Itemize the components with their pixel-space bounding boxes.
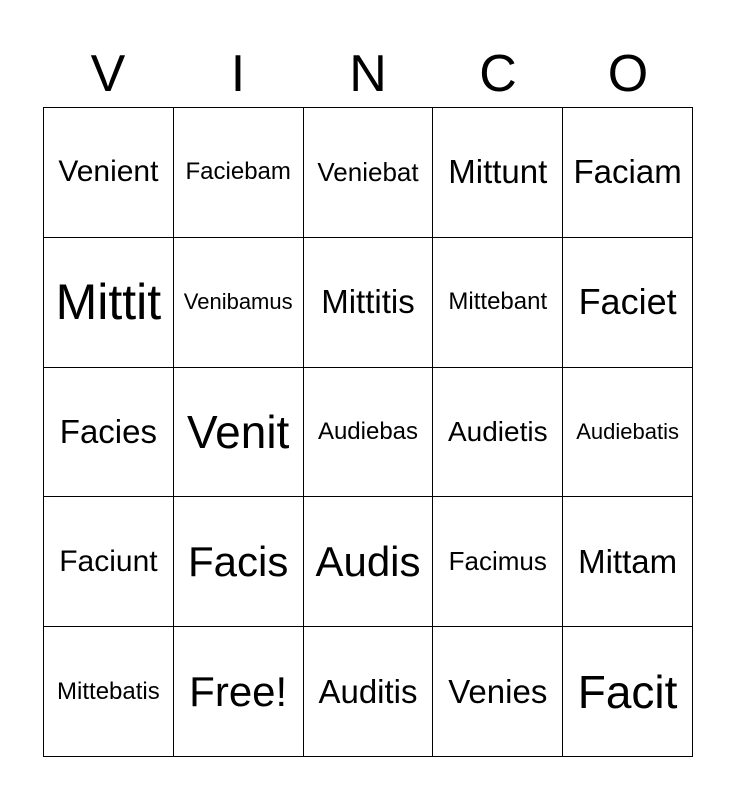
bingo-cell[interactable]: Faciunt xyxy=(44,497,174,627)
bingo-cell[interactable]: Facies xyxy=(44,368,174,498)
bingo-cell[interactable]: Audietis xyxy=(433,368,563,498)
bingo-cell[interactable]: Venit xyxy=(174,368,304,498)
header-letter-v: V xyxy=(90,45,126,103)
bingo-cell[interactable]: Facit xyxy=(563,627,693,757)
header-letter-n: N xyxy=(349,45,387,103)
bingo-cell[interactable]: Venibamus xyxy=(174,238,304,368)
bingo-cell[interactable]: Audis xyxy=(304,497,434,627)
bingo-cell[interactable]: Venies xyxy=(433,627,563,757)
bingo-cell[interactable]: Mittebant xyxy=(433,238,563,368)
header-letter-o: O xyxy=(607,45,649,103)
bingo-cell[interactable]: Audiebatis xyxy=(563,368,693,498)
free-space-cell[interactable]: Free! xyxy=(174,627,304,757)
bingo-cell[interactable]: Facis xyxy=(174,497,304,627)
bingo-cell[interactable]: Mittunt xyxy=(433,108,563,238)
bingo-cell[interactable]: Faciet xyxy=(563,238,693,368)
bingo-cell[interactable]: Audiebas xyxy=(304,368,434,498)
header-letter-c: C xyxy=(479,45,517,103)
header-letter-i: I xyxy=(230,45,246,103)
bingo-cell[interactable]: Mittitis xyxy=(304,238,434,368)
bingo-cell[interactable]: Faciebam xyxy=(174,108,304,238)
bingo-cell[interactable]: Faciam xyxy=(563,108,693,238)
bingo-cell[interactable]: Facimus xyxy=(433,497,563,627)
bingo-cell[interactable]: Mittit xyxy=(44,238,174,368)
bingo-cell[interactable]: Venient xyxy=(44,108,174,238)
bingo-card xyxy=(43,107,693,757)
bingo-cell[interactable]: Veniebat xyxy=(304,108,434,238)
bingo-cell[interactable]: Mittam xyxy=(563,497,693,627)
bingo-cell[interactable]: Auditis xyxy=(304,627,434,757)
bingo-cell[interactable]: Mittebatis xyxy=(44,627,174,757)
bingo-header xyxy=(43,40,693,108)
